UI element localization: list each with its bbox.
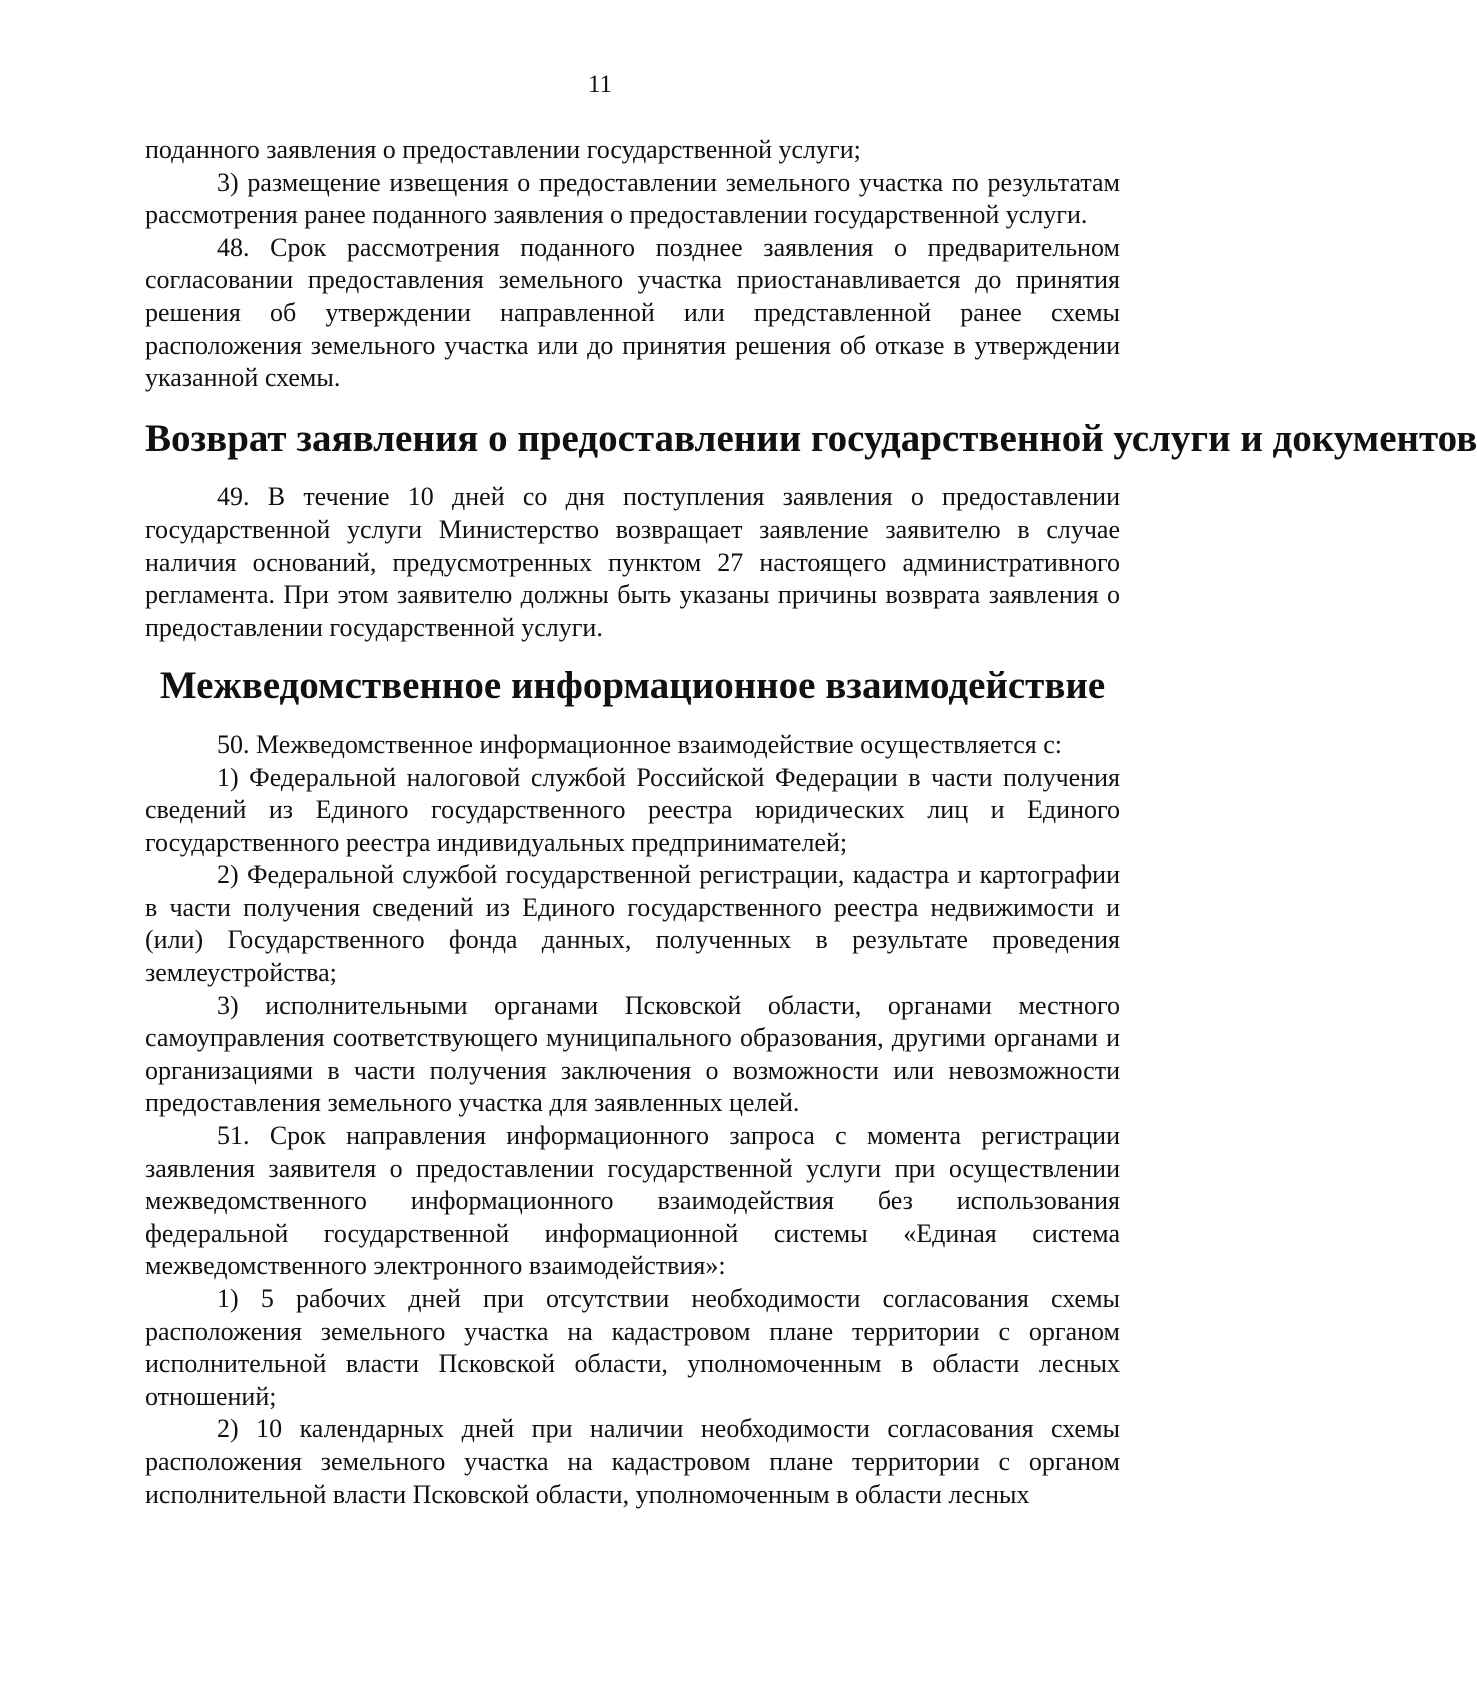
paragraph-50-item-2: 2) Федеральной службой государственной регистрации, кадастра и картографии в части получения сведений из Единого государственного реестра недвижимости и (или) Государственного фонда данных, полученных в результате проведения землеустройства; (145, 860, 1120, 988)
section-heading-return: Возврат заявления о предоставлении государственной услуги и документов (145, 416, 1477, 460)
paragraph-48: 48. Срок рассмотрения поданного позднее заявления о предварительном согласовании предоставления земельного участка приостанавливается до принятия решения об утверждении направленной или представленной ранее схемы расположения земельного участка или до принятия решения об отказе в утверждении указанной схемы. (145, 232, 1120, 393)
page-number: 11 (587, 71, 613, 98)
paragraph-50-item-3: 3) исполнительными органами Псковской области, органами местного самоуправления соответствующего муниципального образования, другими органами и организациями в части получения заключения о возможности или невозможности предоставления земельного участка для заявленных целей. (145, 990, 1120, 1118)
document-body (145, 134, 1477, 1511)
paragraph-50-item-1: 1) Федеральной налоговой службой Российской Федерации в части получения сведений из Единого государственного реестра юридических лиц и Единого государственного реестра индивидуальных предпринимателей; (145, 762, 1120, 857)
paragraph-51-item-1: 1) 5 рабочих дней при отсутствии необходимости согласования схемы расположения земельного участка на кадастровом плане территории с органом исполнительной власти Псковской области, уполномоченным в области лесных отношений; (145, 1284, 1120, 1411)
paragraph-49: 49. В течение 10 дней со дня поступления заявления о предоставлении государственной услуги Министерство возвращает заявление заявителю в случае наличия оснований, предусмотренных пунктом 27 настоящего административного регламента. При этом заявителю должны быть указаны причины возврата заявления о предоставлении государственной услуги. (145, 482, 1120, 642)
paragraph-51-item-2: 2) 10 календарных дней при наличии необходимости согласования схемы расположения земельного участка на кадастровом плане территории с органом исполнительной власти Псковской области, уполномоченным в области лесных (145, 1414, 1120, 1509)
paragraph-50: 50. Межведомственное информационное взаимодействие осуществляется с: (217, 729, 1062, 759)
paragraph-item-3: 3) размещение извещения о предоставлении земельного участка по результатам рассмотрения ранее поданного заявления о предоставлении государственной услуги. (145, 167, 1120, 230)
paragraph-51: 51. Срок направления информационного запроса с момента регистрации заявления заявителя о предоставлении государственной услуги при осуществлении межведомственного информационного взаимодействия без использования федеральной государственной информационной системы «Единая система межведомственного электронного взаимодействия»: (145, 1121, 1120, 1281)
section-heading-interaction: Межведомственное информационное взаимодействие (159, 664, 1106, 708)
paragraph-continuation: поданного заявления о предоставлении государственной услуги; (145, 135, 861, 164)
